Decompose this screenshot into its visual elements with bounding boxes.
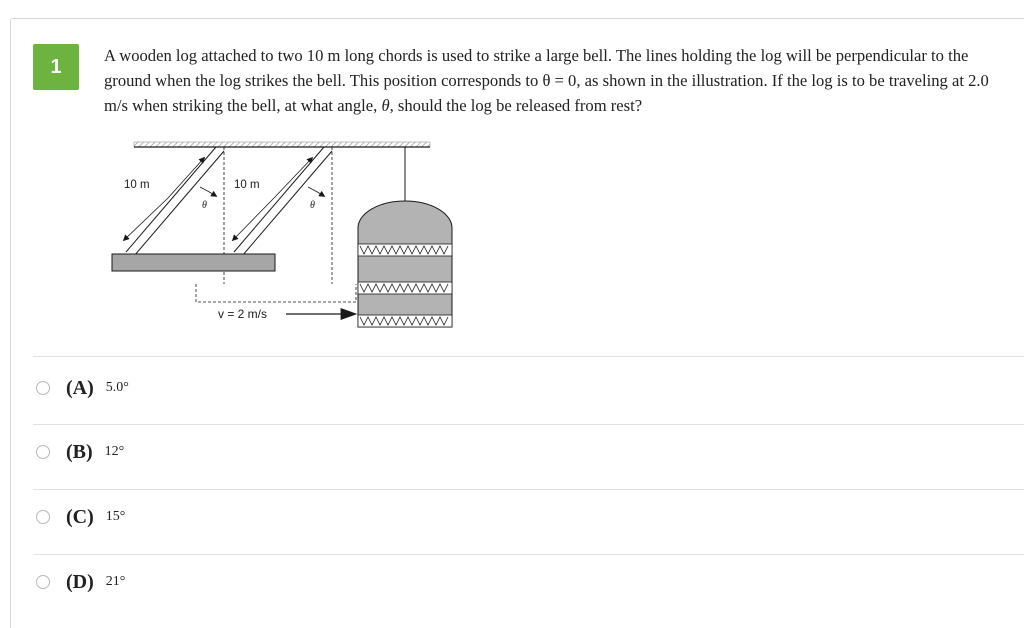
option-a-radio[interactable]: [36, 381, 50, 395]
option-c-letter: (C): [66, 505, 94, 528]
question-theta: θ: [381, 96, 390, 115]
option-c-radio[interactable]: [36, 510, 50, 524]
left-theta-label: θ: [202, 200, 207, 211]
right-chord-label: 10 m: [234, 179, 260, 191]
question-number-badge: [33, 44, 79, 90]
option-b[interactable]: [36, 437, 124, 467]
log-rest-outline: [196, 284, 356, 302]
right-theta-label: θ: [310, 200, 315, 211]
bell-band-bottom: [358, 315, 452, 327]
question-text-part2: , should the log be released from rest?: [389, 96, 643, 115]
option-b-value: 12°: [104, 444, 125, 459]
left-chord-edge: [134, 151, 224, 256]
option-a[interactable]: [36, 373, 129, 403]
option-d-letter: (D): [66, 570, 94, 593]
question-text-part1: A wooden log attached to two 10 m long chords is used to strike a large bell. The lines holding the log will be perpendicular to the ground when the log strikes the bell. This position corresponds to θ = 0, as shown in the illustration. If the log is to be traveling at 2.0 m/s when striking the bell, at what angle,: [104, 46, 989, 115]
ceiling-beam: [134, 142, 430, 147]
right-length-arrow: [233, 198, 274, 240]
option-a-letter: (A): [66, 376, 94, 399]
option-d[interactable]: [36, 567, 125, 597]
option-a-value: 5.0°: [105, 380, 129, 395]
left-length-arrow: [124, 198, 168, 240]
right-theta-arc-arrow: [308, 187, 324, 196]
question-number: 1: [50, 55, 62, 78]
bell: [358, 201, 452, 327]
option-c[interactable]: [36, 502, 125, 532]
option-divider: [33, 554, 1024, 555]
right-chord-edge: [242, 151, 332, 256]
option-b-radio[interactable]: [36, 445, 50, 459]
velocity-label: v = 2 m/s: [218, 307, 268, 321]
log: [112, 254, 275, 271]
option-divider: [33, 489, 1024, 490]
option-divider: [33, 424, 1024, 425]
option-b-letter: (B): [66, 440, 93, 463]
option-d-value: 21°: [105, 574, 126, 589]
option-c-value: 15°: [105, 509, 126, 524]
right-length-arrow-top: [274, 158, 312, 198]
left-chord-label: 10 m: [124, 179, 150, 191]
question-text: [104, 43, 1004, 118]
bell-band-top: [358, 244, 452, 256]
bell-band-middle: [358, 282, 452, 294]
question-divider: [33, 356, 1024, 357]
left-theta-arc-arrow: [200, 187, 216, 196]
option-d-radio[interactable]: [36, 575, 50, 589]
left-length-arrow-top: [168, 158, 204, 198]
bell-log-illustration: [104, 136, 464, 336]
